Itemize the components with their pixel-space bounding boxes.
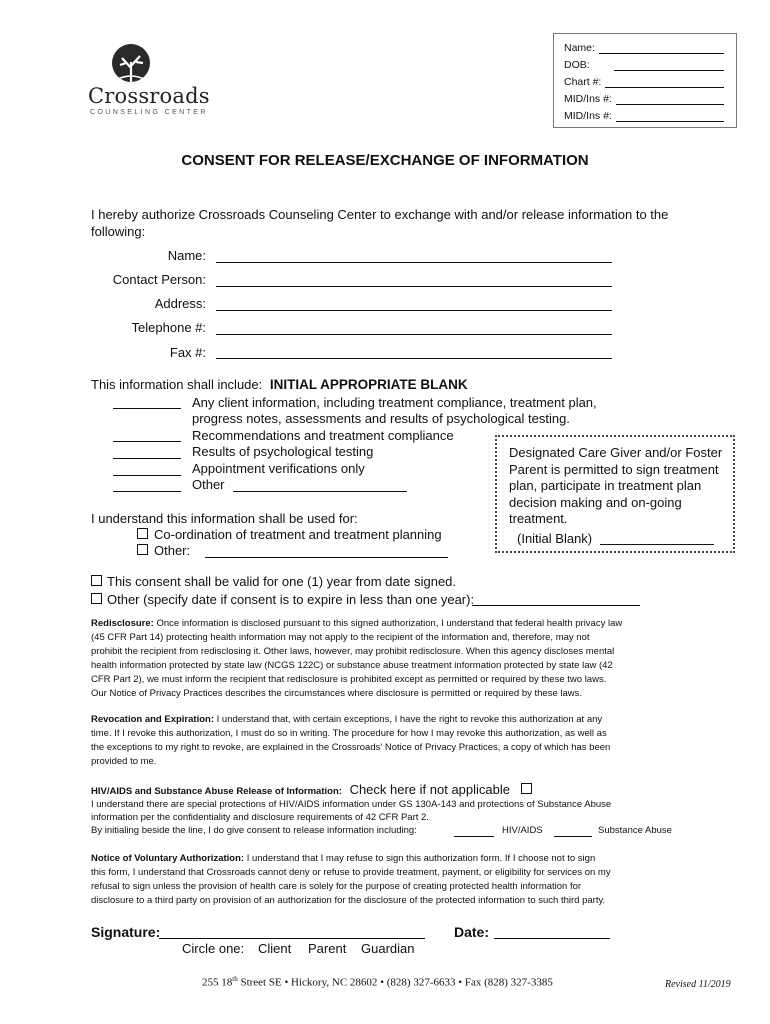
revocation-line-1 (91, 714, 602, 725)
caregiver-box (495, 435, 735, 553)
patient-mid2-label: MID/Ins #: (564, 110, 612, 122)
validity-option-1 (91, 574, 456, 589)
revocation-text-1: I understand that, with certain exceptions, I have the right to revoke this authorization at any (216, 714, 603, 725)
initial-blank-appointments[interactable] (113, 475, 181, 476)
footer-address-rest: Street SE • Hickory, NC 28602 • (828) 327-6633 • Fax (828) 327-3385 (237, 976, 553, 989)
info-item-1-line-2: progress notes, assessments and results of psychological testing. (192, 411, 570, 426)
circle-parent-option[interactable]: Parent (308, 941, 347, 956)
patient-dob-label: DOB: (564, 59, 590, 71)
crossroads-logo-icon (106, 42, 156, 84)
redisclosure-line-4: health information protected by state law (NCGS 122C) or substance abuse treatment information protected by state law (42 (91, 660, 613, 671)
redisclosure-line-3: prohibit the recipient from redisclosing it. Other laws, however, may prohibit redisclosure. When this agency discloses mental (91, 646, 615, 657)
substance-abuse-label: Substance Abuse (598, 825, 672, 836)
hiv-check-label: Check here if not applicable (349, 782, 510, 797)
patient-name-row (564, 40, 724, 54)
redisclosure-text-1: Once information is disclosed pursuant to this signed authorization, I understand that federal health privacy law (156, 618, 623, 629)
circle-one-label: Circle one: (182, 941, 245, 956)
hiv-heading-row (91, 782, 538, 797)
info-item-5: Other (192, 477, 225, 492)
voluntary-text-1: I understand that I may refuse to sign this authorization form. If I choose not to sign (246, 853, 596, 864)
initial-blank-testing[interactable] (113, 458, 181, 459)
patient-mid2-field[interactable] (616, 110, 724, 122)
patient-chart-field[interactable] (605, 76, 724, 88)
address-field[interactable] (216, 310, 612, 311)
revocation-line-2: time. If I revoke this authorization, I must do so in writing. The procedure for how I may revoke this authorization, as well as (91, 728, 607, 739)
caregiver-line-3: plan, participate in treatment plan (509, 478, 702, 493)
footer-address-street: 255 18 (202, 976, 233, 989)
info-include-instruction: INITIAL APPROPRIATE BLANK (269, 377, 468, 392)
voluntary-line-2: this form, I understand that Crossroads cannot deny or refuse to provide treatment, payment, or eligibility for services on my (91, 867, 611, 878)
recipient-name-field[interactable] (216, 262, 612, 263)
patient-name-label: Name: (564, 42, 595, 54)
circle-guardian-option[interactable]: Guardian (361, 941, 415, 956)
validity-option-2-label: Other (specify date if consent is to expire in less than one year): (107, 592, 475, 607)
voluntary-heading: Notice of Voluntary Authorization: (91, 853, 245, 864)
initial-blank-other[interactable] (113, 491, 181, 492)
fax-field[interactable] (216, 358, 612, 359)
hiv-aids-label: HIV/AIDS (502, 825, 543, 836)
footer-address (202, 975, 553, 989)
validity-other-date-field[interactable] (472, 605, 640, 606)
date-label: Date: (454, 924, 490, 940)
caregiver-initial-field[interactable] (600, 544, 714, 545)
validity-option-1-label: This consent shall be valid for one (1) year from date signed. (107, 574, 457, 589)
redisclosure-heading: Redisclosure: (91, 618, 154, 629)
info-include-row (91, 377, 468, 392)
revocation-line-4: provided to me. (91, 756, 157, 767)
use-other-field[interactable] (205, 557, 448, 558)
patient-mid1-row (564, 91, 724, 105)
footer-address-suffix: th (232, 975, 238, 983)
intro-line-2: following: (91, 224, 146, 239)
use-option-2 (137, 543, 190, 558)
caregiver-initial-label: (Initial Blank) (517, 531, 593, 546)
fax-label: Fax #: (169, 345, 206, 360)
revocation-heading: Revocation and Expiration: (91, 714, 214, 725)
info-item-1-line-1: Any client information, including treatment compliance, treatment plan, (192, 395, 597, 410)
patient-name-field[interactable] (599, 42, 724, 54)
hiv-line-1: I understand there are special protections of HIV/AIDS information under GS 130A-143 and protections of Substance Abuse (91, 799, 612, 810)
recipient-name-label: Name: (167, 248, 206, 263)
hiv-line-2: information per the confidentiality and disclosure requirements of 42 CFR Part 2. (91, 812, 429, 823)
caregiver-line-2: Parent is permitted to sign treatment (509, 462, 719, 477)
caregiver-line-5: treatment. (509, 511, 568, 526)
revised-date: Revised 11/2019 (665, 979, 731, 990)
voluntary-line-4: disclosure to a third party on provision of an authorization for the disclosure of the protected information to such third party. (91, 895, 606, 906)
use-other-checkbox[interactable] (137, 544, 148, 555)
validity-other-checkbox[interactable] (91, 593, 102, 604)
validity-option-2 (91, 592, 474, 607)
date-field[interactable] (494, 938, 610, 939)
voluntary-line-1 (91, 853, 595, 864)
logo-name: Crossroads (88, 84, 210, 108)
telephone-field[interactable] (216, 334, 612, 335)
caregiver-line-4: decision making and on-going (509, 495, 682, 510)
validity-one-year-checkbox[interactable] (91, 575, 102, 586)
patient-dob-field[interactable] (614, 59, 724, 71)
patient-dob-row (564, 57, 724, 71)
signature-field[interactable] (159, 938, 425, 939)
initial-blank-any-info[interactable] (113, 408, 181, 409)
use-option-1 (137, 527, 442, 542)
substance-abuse-initial-field[interactable] (554, 836, 592, 837)
address-label: Address: (154, 296, 206, 311)
contact-person-label: Contact Person: (112, 272, 206, 287)
contact-person-field[interactable] (216, 286, 612, 287)
patient-chart-row (564, 74, 724, 88)
use-option-2-label: Other: (154, 543, 191, 558)
redisclosure-line-6: Our Notice of Privacy Practices describes the circumstances where disclosure is permitted or required by these laws. (91, 688, 583, 699)
initial-blank-recommendations[interactable] (113, 441, 181, 442)
hiv-not-applicable-checkbox[interactable] (521, 783, 532, 794)
info-item-4: Appointment verifications only (192, 461, 365, 476)
redisclosure-line-1 (91, 618, 622, 629)
patient-mid2-row (564, 108, 724, 122)
redisclosure-line-2: (45 CFR Part 14) protecting health information may not apply to the recipient of the information and, therefore, may not (91, 632, 590, 643)
hiv-heading: HIV/AIDS and Substance Abuse Release of Information: (91, 786, 342, 797)
voluntary-line-3: refusal to sign unless the provision of health care is solely for the purpose of creating protected health information for (91, 881, 582, 892)
telephone-label: Telephone #: (131, 320, 206, 335)
patient-mid1-label: MID/Ins #: (564, 93, 612, 105)
info-item-3: Results of psychological testing (192, 444, 374, 459)
info-include-label: This information shall include: (91, 377, 263, 392)
use-option-1-label: Co-ordination of treatment and treatment planning (154, 527, 442, 542)
hiv-line-3: By initialing beside the line, I do give consent to release information including: (91, 825, 417, 836)
revocation-line-3: the exceptions to my right to revoke, are explained in the Crossroads' Notice of Privacy Practices, a copy of which has been (91, 742, 611, 753)
patient-info-box (553, 33, 737, 128)
signature-label: Signature: (91, 924, 161, 940)
patient-mid1-field[interactable] (616, 93, 724, 105)
document-title: CONSENT FOR RELEASE/EXCHANGE OF INFORMATION (181, 152, 589, 169)
use-coordination-checkbox[interactable] (137, 528, 148, 539)
info-item-2: Recommendations and treatment compliance (192, 428, 454, 443)
info-other-field[interactable] (233, 491, 407, 492)
use-label: I understand this information shall be used for: (91, 511, 358, 526)
intro-line-1: I hereby authorize Crossroads Counseling Center to exchange with and/or release information to the (91, 207, 669, 222)
hiv-initial-field[interactable] (454, 836, 494, 837)
logo-subtitle: COUNSELING CENTER (90, 109, 208, 116)
caregiver-line-1: Designated Care Giver and/or Foster (509, 445, 723, 460)
redisclosure-line-5: CFR Part 2), we must inform the recipient that redisclosure is prohibited except as permitted or required by these two laws. (91, 674, 607, 685)
patient-chart-label: Chart #: (564, 76, 602, 88)
circle-client-option[interactable]: Client (258, 941, 292, 956)
